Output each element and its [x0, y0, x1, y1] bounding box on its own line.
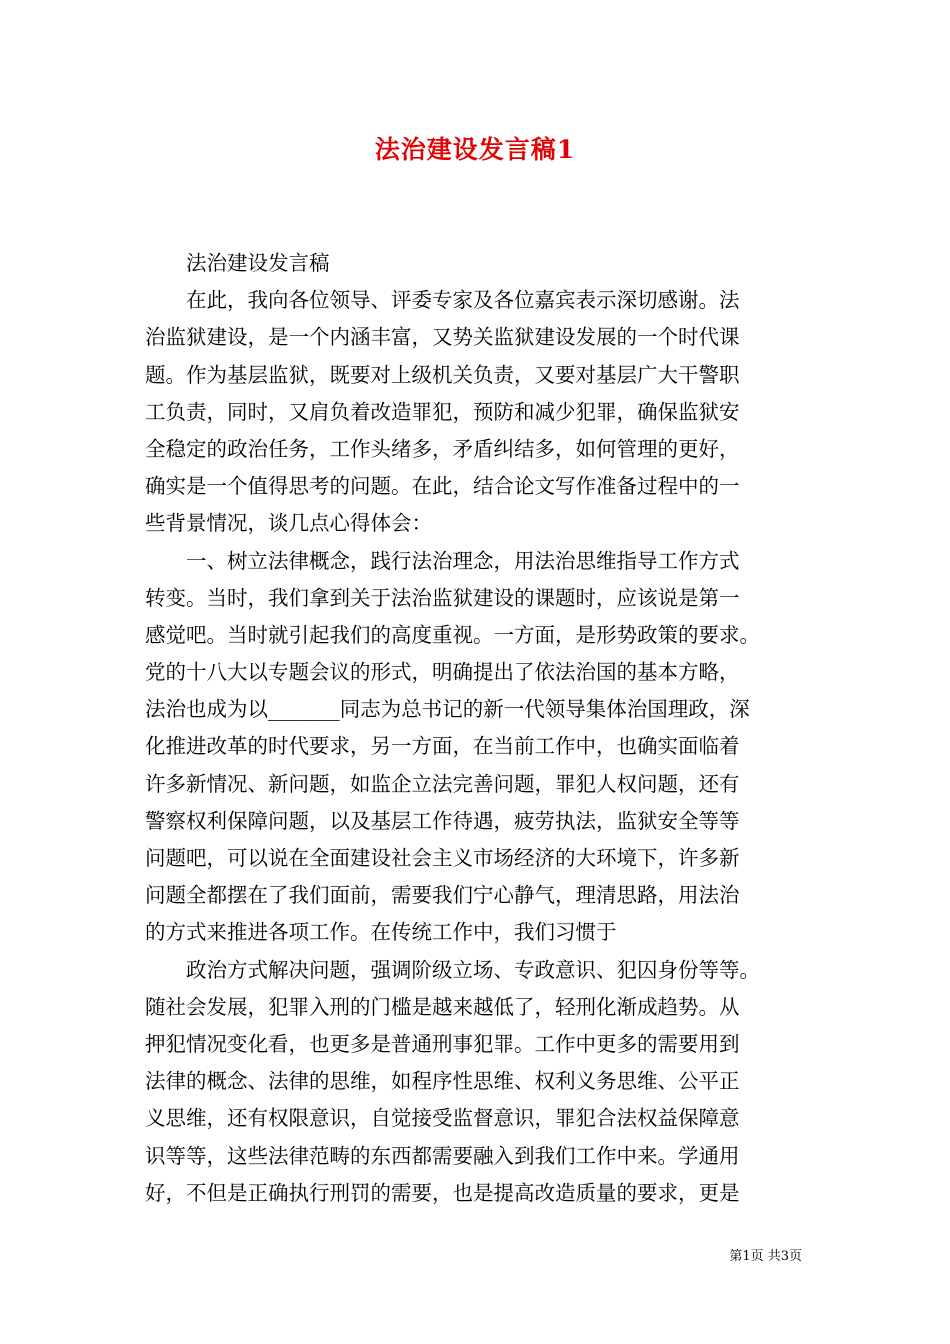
text-line: 治监狱建设，是一个内涵丰富，又势关监狱建设发展的一个时代课 [145, 325, 740, 350]
text-line: 好，不但是正确执行刑罚的需要，也是提高改造质量的要求，更是 [145, 1180, 740, 1205]
text-line: 的方式来推进各项工作。在传统工作中，我们习惯于 [145, 920, 617, 945]
text-line: 政治方式解决问题，强调阶级立场、专政意识、犯囚身份等等。 [186, 957, 760, 982]
text-line: 些背景情况，谈几点心得体会： [145, 511, 432, 536]
text-line: 党的十八大以专题会议的形式，明确提出了依法治国的基本方略， [145, 660, 740, 685]
text-line: 问题全都摆在了我们面前，需要我们宁心静气，理清思路，用法治 [145, 883, 740, 908]
text-line: 确实是一个值得思考的问题。在此，结合论文写作准备过程中的一 [145, 474, 740, 499]
text-line: 问题吧，可以说在全面建设社会主义市场经济的大环境下，许多新 [145, 846, 740, 870]
text-line: 法治也成为以_______同志为总书记的新一代领导集体治国理政，深 [145, 697, 750, 722]
text-line: 法治建设发言稿 [186, 251, 330, 275]
text-line: 识等等，这些法律范畴的东西都需要融入到我们工作中来。学通用 [145, 1143, 740, 1168]
text-line: 题。作为基层监狱，既要对上级机关负责，又要对基层广大干警职 [145, 362, 740, 387]
text-line: 感觉吧。当时就引起我们的高度重视。一方面，是形势政策的要求。 [145, 622, 760, 647]
page-footer: 第1页 共3页 [729, 1249, 802, 1264]
text-line: 法律的概念、法律的思维，如程序性思维、权利义务思维、公平正 [145, 1069, 740, 1094]
text-line: 在此，我向各位领导、评委专家及各位嘉宾表示深切感谢。法 [186, 288, 740, 313]
text-line: 随社会发展，犯罪入刑的门槛是越来越低了，轻刑化渐成趋势。从 [145, 994, 740, 1019]
text-line: 警察权利保障问题，以及基层工作待遇，疲劳执法，监狱安全等等 [145, 808, 740, 833]
text-line: 义思维，还有权限意识，自觉接受监督意识，罪犯合法权益保障意 [145, 1106, 740, 1131]
document-title: 法治建设发言稿1 [374, 135, 576, 164]
document-body [145, 245, 809, 1212]
text-line: 化推进改革的时代要求，另一方面，在当前工作中，也确实面临着 [145, 734, 740, 759]
text-line: 一、树立法律概念，践行法治理念，用法治思维指导工作方式 [186, 548, 740, 573]
text-line: 工负责，同时，又肩负着改造罪犯，预防和减少犯罪，确保监狱安 [145, 399, 740, 424]
text-line: 转变。当时，我们拿到关于法治监狱建设的课题时，应该说是第一 [145, 585, 740, 610]
text-line: 许多新情况、新问题，如监企立法完善问题，罪犯人权问题，还有 [145, 771, 740, 796]
text-line: 押犯情况变化看，也更多是普通刑事犯罪。工作中更多的需要用到 [145, 1031, 740, 1056]
text-line: 全稳定的政治任务，工作头绪多，矛盾纠结多，如何管理的更好， [145, 436, 740, 461]
